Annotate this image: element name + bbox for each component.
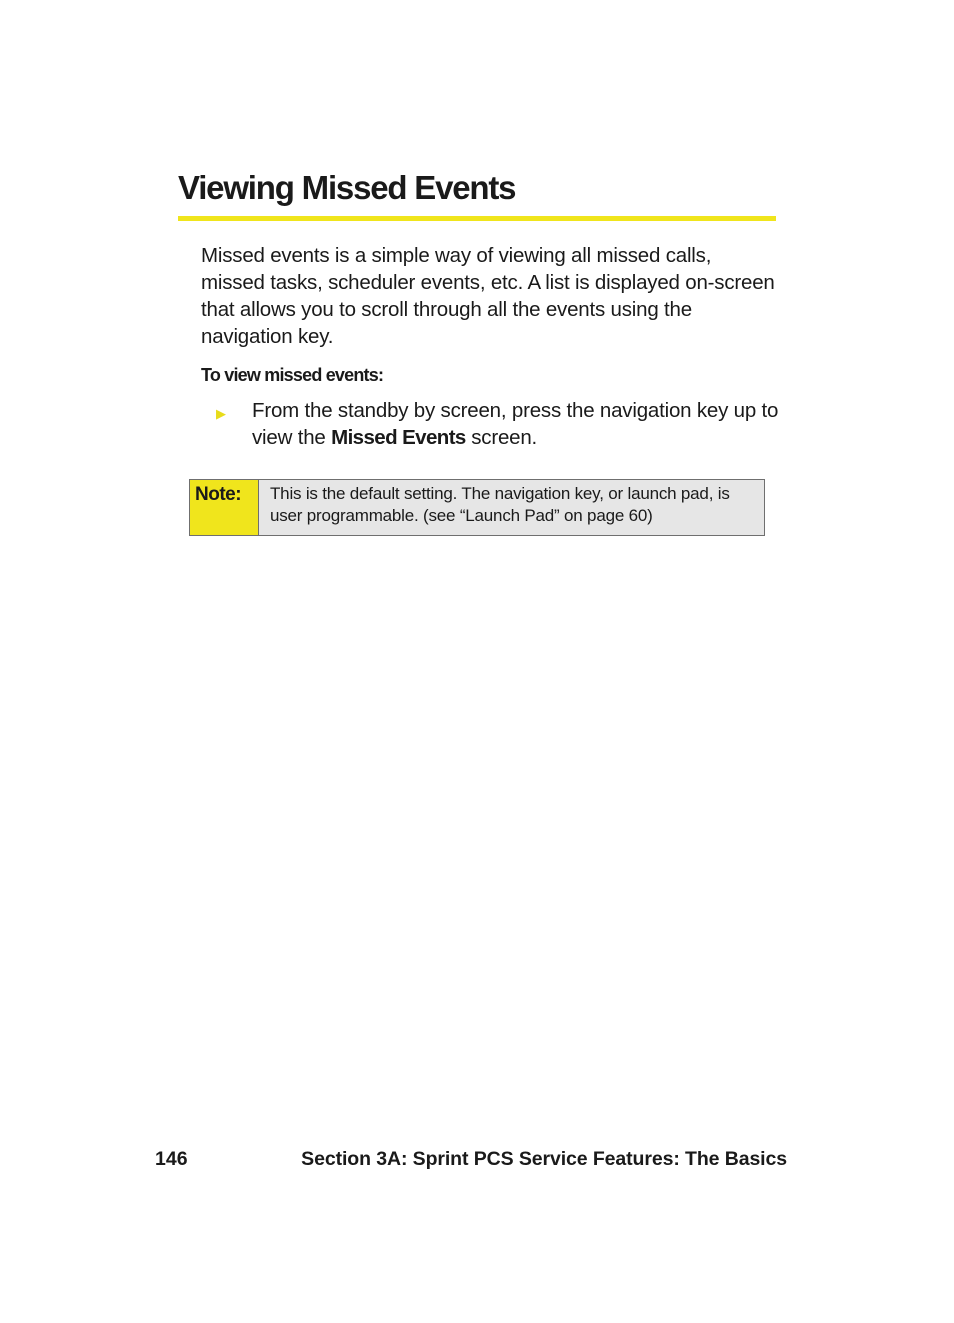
section-title: Section 3A: Sprint PCS Service Features: The Basics — [301, 1148, 787, 1170]
note-box — [189, 479, 765, 536]
note-text: This is the default setting. The navigation key, or launch pad, is user programmable. (see “Launch Pad” on page 60) — [259, 480, 764, 535]
intro-paragraph: Missed events is a simple way of viewing all missed calls, missed tasks, scheduler events, etc. A list is displayed on-screen that allows you to scroll through all the events using the navigation key. — [201, 244, 775, 348]
procedure-heading: To view missed events: — [201, 365, 384, 385]
step-item — [201, 397, 781, 451]
page-title: Viewing Missed Events — [178, 166, 776, 221]
note-label: Note: — [190, 480, 259, 535]
page-number: 146 — [155, 1148, 188, 1170]
step-text — [252, 397, 781, 451]
step-text-after: screen. — [465, 426, 538, 449]
triangle-right-icon: ▶ — [216, 406, 226, 421]
step-text-bold: Missed Events — [331, 426, 466, 449]
step-text-before: From the standby by screen, press the navigation key up to view the — [252, 399, 779, 449]
